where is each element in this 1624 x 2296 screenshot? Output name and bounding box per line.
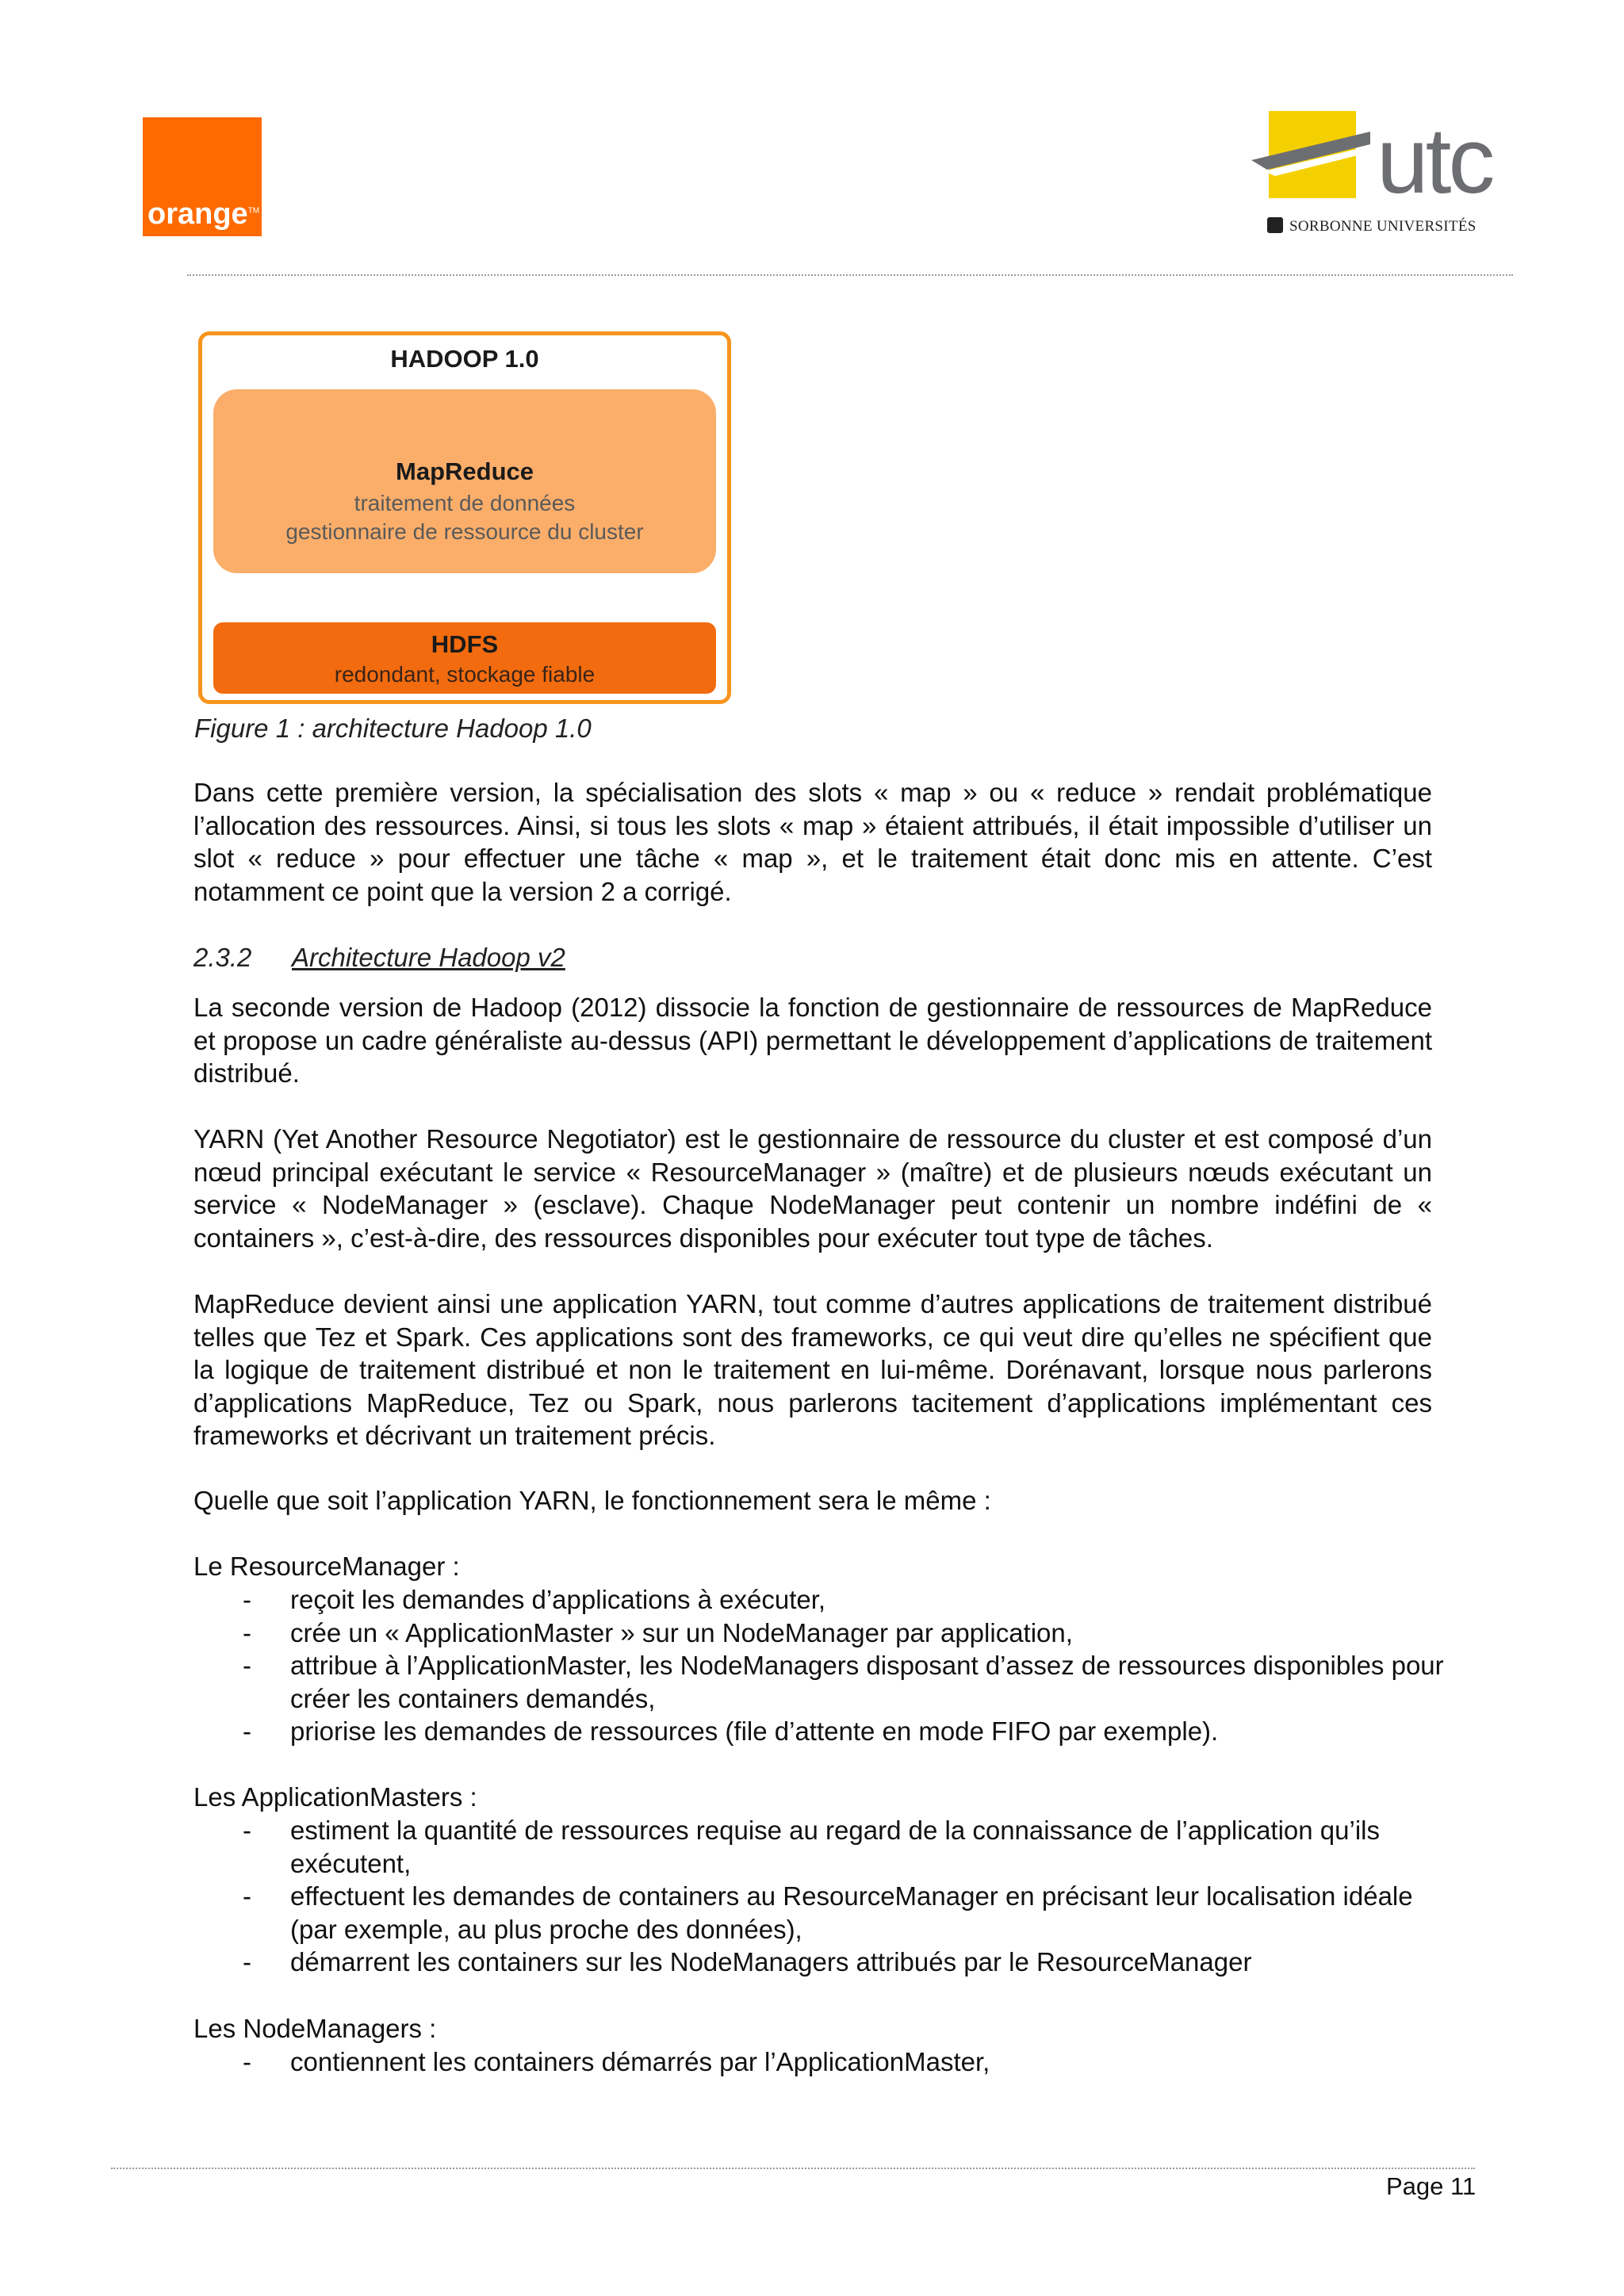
section-title: Architecture Hadoop v2 <box>292 943 565 972</box>
list-item: - attribue à l’ApplicationMaster, les NodeManagers disposant d’assez de ressources disponibles pour créer les containers demandés, <box>243 1651 1444 1713</box>
orange-logo-text: orange™ <box>147 197 260 231</box>
utc-logo-text: utc <box>1377 109 1492 213</box>
utc-logo-icon <box>1251 111 1378 206</box>
orange-logo-tm: TM <box>247 206 260 216</box>
sorbonne-seal-icon <box>1267 217 1283 233</box>
hdfs-line1: redondant, stockage fiable <box>334 662 596 687</box>
resource-manager-label: Le ResourceManager : <box>193 1552 460 1581</box>
mapreduce-title: MapReduce <box>396 457 534 485</box>
figure-title: HADOOP 1.0 <box>390 345 539 373</box>
list-item: - démarrent les containers sur les NodeManagers attribués par le ResourceManager <box>243 1947 1252 1976</box>
node-managers-list <box>243 2045 1448 2079</box>
mapreduce-block <box>213 389 716 573</box>
mapreduce-line1: traitement de données <box>354 491 576 515</box>
list-item: - priorise les demandes de ressources (file d’attente en mode FIFO par exemple). <box>243 1716 1219 1746</box>
utc-logo <box>1251 111 1513 238</box>
paragraph-5: Quelle que soit l’application YARN, le fonctionnement sera le même : <box>193 1486 991 1515</box>
list-item: - effectuent les demandes de containers au ResourceManager en précisant leur localisation idéale (par exemple, au plus proche des données), <box>243 1881 1413 1944</box>
paragraph-2: La seconde version de Hadoop (2012) dissocie la fonction de gestionnaire de ressources de MapReduce et propose un cadre généraliste au-dessus (API) permettant le développement d’applications de traitement distribué. <box>193 993 1432 1088</box>
list-item: - contiennent les containers démarrés par l’ApplicationMaster, <box>243 2047 990 2076</box>
orange-logo <box>143 117 262 236</box>
footer-divider <box>111 2168 1475 2169</box>
utc-logo-subtitle: SORBONNE UNIVERSITÉS <box>1267 217 1477 235</box>
header-divider <box>187 274 1513 276</box>
page-number: Page 11 <box>1386 2172 1477 2200</box>
application-masters-list <box>243 1814 1448 1979</box>
node-managers-label: Les NodeManagers : <box>193 2014 437 2043</box>
paragraph-4: MapReduce devient ainsi une application YARN, tout comme d’autres applications de traitement distribué telles que Tez et Spark. Ces applications sont des frameworks, ce qui veut dire qu’elles ne spécifient que la logique de traitement distribué et non le traitement en lui-même. Dorénavant, lorsque nous parlerons d’applications MapReduce, Tez ou Spark, nous parlerons tacitement d’applications implémentant ces frameworks et décrivant un traitement précis. <box>193 1289 1432 1450</box>
section-heading <box>193 943 565 973</box>
figure-caption: Figure 1 : architecture Hadoop 1.0 <box>194 714 592 743</box>
list-item: - estiment la quantité de ressources requise au regard de la connaissance de l’application qu’ils exécutent, <box>243 1816 1380 1878</box>
paragraph-3: YARN (Yet Another Resource Negotiator) est le gestionnaire de ressource du cluster et est composé d’un nœud principal exécutant le service « ResourceManager » (maître) et de plusieurs nœuds exécutant un service « NodeManager » (esclave). Chaque NodeManager peut contenir un nombre indéfini de « containers », c’est-à-dire, des ressources disponibles pour exécuter tout type de tâches. <box>193 1124 1432 1253</box>
section-number: 2.3.2 <box>193 943 252 972</box>
application-masters-label: Les ApplicationMasters : <box>193 1782 477 1812</box>
list-item: - crée un « ApplicationMaster » sur un NodeManager par application, <box>243 1617 1073 1647</box>
hadoop-figure <box>198 331 731 704</box>
hdfs-block <box>213 622 716 694</box>
paragraph-1: Dans cette première version, la spécialisation des slots « map » ou « reduce » rendait problématique l’allocation des ressources. Ainsi, si tous les slots « map » étaient attribués, il était impossible d’utiliser un slot « reduce » pour effectuer une tâche « map », et le traitement était donc mis en attente. C’est notamment ce point que la version 2 a corrigé. <box>193 778 1432 906</box>
hdfs-title: HDFS <box>431 630 499 658</box>
resource-manager-list <box>243 1583 1448 1748</box>
mapreduce-line2: gestionnaire de ressource du cluster <box>285 519 644 544</box>
list-item: - reçoit les demandes d’applications à exécuter, <box>243 1585 826 1614</box>
